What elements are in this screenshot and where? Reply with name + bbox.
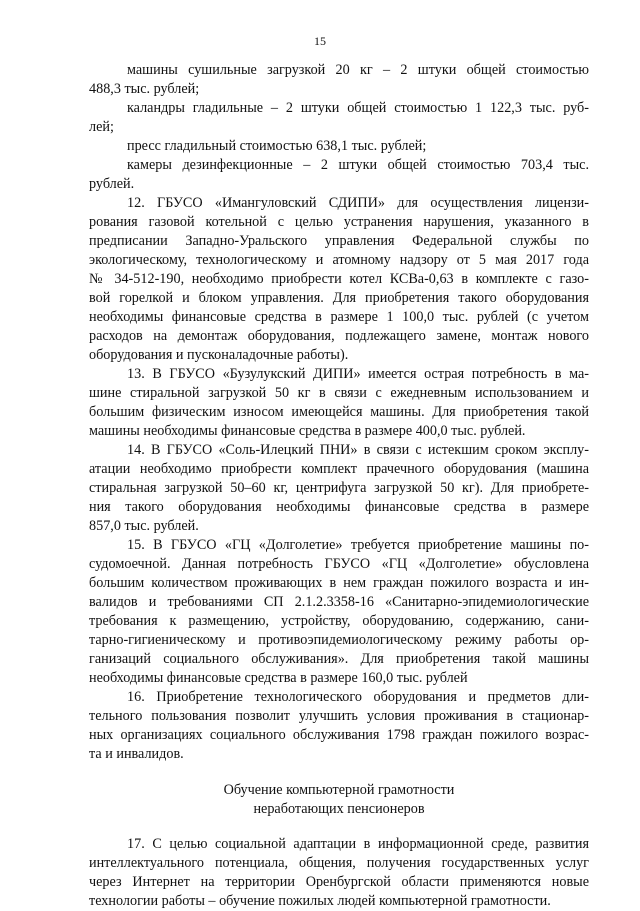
text-line: тарно-гигиеническому и противоэпидемиологическому режиму работы ор-: [89, 632, 589, 648]
text-line: та и инвалидов.: [89, 746, 184, 762]
text-line: 857,0 тыс. рублей.: [89, 518, 199, 534]
text-line: 15. В ГБУСО «ГЦ «Долголетие» требуется приобретение машины по-: [127, 537, 589, 553]
text-line: валидов и требованиями СП 2.1.2.3358-16 «Санитарно-эпидемиологические: [89, 594, 589, 610]
text-line: 17. С целью социальной адаптации в информационной среде, развития: [127, 836, 589, 852]
text-line: машины необходимы финансовые средства в размере 400,0 тыс. рублей.: [89, 423, 526, 439]
text-line: вой горелкой и блоком управления. Для приобретения такого оборудования: [89, 290, 589, 306]
paragraph: [89, 536, 589, 688]
text-line: 16. Приобретение технологического оборудования и предметов дли-: [127, 689, 589, 705]
paragraph: [89, 61, 589, 99]
text-line: расходов на демонтаж оборудования, подлежащего замене, монтаж нового: [89, 328, 589, 344]
text-line: рублей.: [89, 176, 135, 192]
paragraph: [89, 835, 589, 911]
text-line: ганизаций социального обслуживания». Для приобретения такой машины: [89, 651, 589, 667]
text-line: тельного пользования позволит улучшить условия проживания в стационар-: [89, 708, 589, 724]
heading-line: неработающих пенсионеров: [253, 801, 425, 817]
text-line: судомоечной. Данная потребность ГБУСО «ГЦ «Долголетие» обусловлена: [89, 556, 589, 572]
text-line: 12. ГБУСО «Имангуловский СДИПИ» для осуществления лицензи-: [127, 195, 589, 211]
text-line: оборудования и пусконаладочные работы).: [89, 347, 349, 363]
text-line: 488,3 тыс. рублей;: [89, 81, 200, 97]
text-line: через Интернет на территории Оренбургской области применяются новые: [89, 874, 589, 890]
text-line: интеллектуального потенциала, общения, получения государственных услуг: [89, 855, 589, 871]
paragraph: [89, 99, 589, 137]
paragraph: [89, 441, 589, 536]
text-line: рования газовой котельной с целью устранения нарушения, указанного в: [89, 214, 589, 230]
text-line: большим физическим износом имеющейся машины. Для приобретения такой: [89, 404, 589, 420]
paragraph: [89, 365, 589, 441]
paragraph: [89, 688, 589, 764]
text-line: необходимы финансовые средства в размере 160,0 тыс. рублей: [89, 670, 468, 686]
text-line: № 34-512-190, необходимо приобрести котел КСВа-0,63 в комплекте с газо-: [89, 271, 589, 287]
text-line: шине стиральной загрузкой 50 кг в связи с ежедневным использованием и: [89, 385, 589, 401]
text-line: ния такого оборудования необходимы финансовые средства в размере: [89, 499, 589, 515]
page-number: 15: [314, 34, 326, 48]
text-line: ных организациях социального обслуживания 1798 граждан пожилого возрас-: [89, 727, 589, 743]
text-line: 14. В ГБУСО «Соль-Илецкий ПНИ» в связи с истекшим сроком эксплу-: [127, 442, 589, 458]
text-line: 13. В ГБУСО «Бузулукский ДИПИ» имеется острая потребность в ма-: [127, 366, 589, 382]
text-line: пресс гладильный стоимостью 638,1 тыс. рублей;: [127, 138, 427, 154]
text-line: лей;: [89, 119, 114, 135]
heading-line: Обучение компьютерной грамотности: [223, 782, 455, 798]
text-line: экологическому, технологическому и атомному надзору от 5 мая 2017 года: [89, 252, 589, 268]
paragraph: [89, 194, 589, 365]
text-line: стиральная загрузкой 50–60 кг, центрифуга загрузкой 50 кг). Для приобрете-: [89, 480, 589, 496]
text-line: требования к размещению, устройству, оборудованию, содержанию, сани-: [89, 613, 589, 629]
text-line: необходимы финансовые средства в размере 1 100,0 тыс. рублей (с учетом: [89, 309, 589, 325]
document-body: [89, 61, 589, 911]
text-line: камеры дезинфекционные – 2 штуки общей стоимостью 703,4 тыс.: [127, 157, 589, 173]
paragraph: [89, 156, 589, 194]
text-line: большим количеством проживающих в нем граждан пожилого возраста и ин-: [89, 575, 589, 591]
text-line: технологии работы – обучение пожилых людей компьютерной грамотности.: [89, 893, 551, 909]
section-heading: [89, 781, 589, 819]
text-line: предписании Западно-Уральского управления Федеральной службы по: [89, 233, 589, 249]
text-line: атации необходимо приобрести комплект прачечного оборудования (машина: [89, 461, 589, 477]
text-line: машины сушильные загрузкой 20 кг – 2 штуки общей стоимостью: [127, 62, 589, 78]
paragraph: [89, 137, 589, 156]
text-line: каландры гладильные – 2 штуки общей стоимостью 1 122,3 тыс. руб-: [127, 100, 589, 116]
